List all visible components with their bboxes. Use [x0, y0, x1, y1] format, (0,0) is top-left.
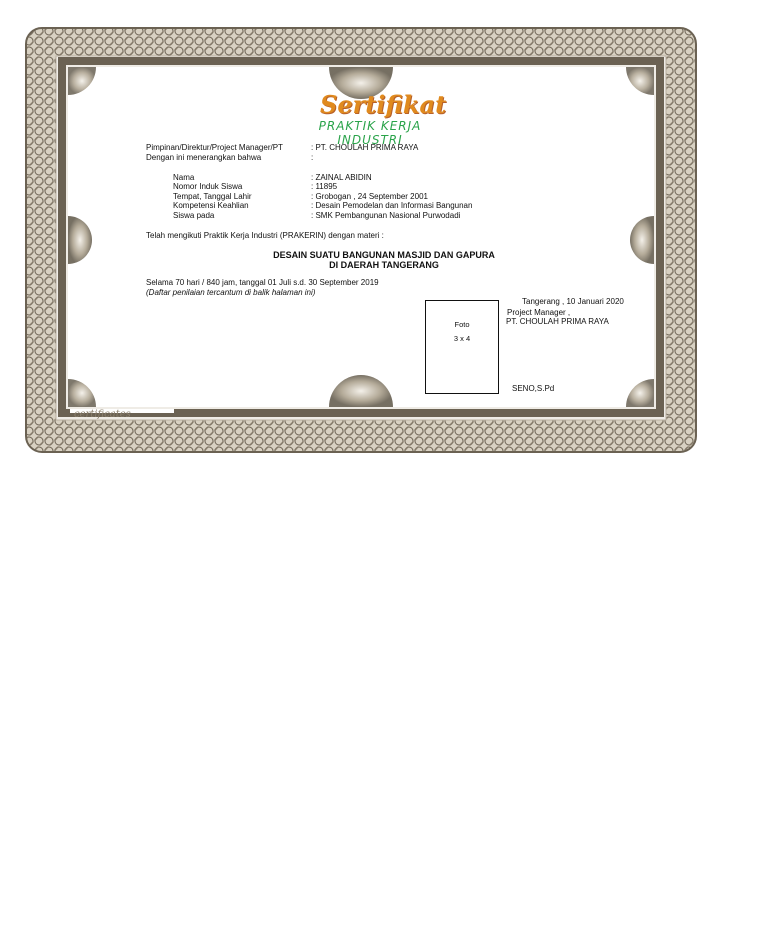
note-text: (Daftar penilaian tercantum di balik halaman ini) — [146, 288, 316, 297]
duration-text: Selama 70 hari / 840 jam, tanggal 01 Juli s.d. 30 September 2019 — [146, 278, 379, 287]
company-value: : PT. CHOULAH PRIMA RAYA — [311, 143, 419, 152]
certificate-subtitle: PRAKTIK KERJA INDUSTRI — [318, 119, 422, 147]
field-label: Kompetensi Keahlian — [173, 201, 249, 210]
field-label: Siswa pada — [173, 211, 215, 220]
certificate-title: Sertifikat — [320, 90, 447, 119]
field-label: Tempat, Tanggal Lahir — [173, 192, 252, 201]
materi-title — [224, 250, 544, 270]
statement-label: Dengan ini menerangkan bahwa — [146, 153, 262, 162]
followed-text: Telah mengikuti Praktik Kerja Industri (PRAKERIN) dengan materi : — [146, 231, 384, 240]
field-label: Nomor Induk Siswa — [173, 182, 243, 191]
field-value: : Desain Pemodelan dan Informasi Bangunan — [311, 201, 473, 210]
photo-size: 3 x 4 — [453, 334, 471, 343]
materi-line-2: DI DAERAH TANGERANG — [329, 260, 439, 270]
photo-label: Foto — [454, 320, 470, 329]
signer-title: Project Manager , — [507, 308, 571, 317]
signer-company: PT. CHOULAH PRIMA RAYA — [506, 317, 609, 326]
place-date: Tangerang , 10 Januari 2020 — [522, 297, 624, 306]
field-label: Nama — [173, 173, 195, 182]
field-value: : ZAINAL ABIDIN — [311, 173, 372, 182]
materi-line-1: DESAIN SUATU BANGUNAN MASJID DAN GAPURA — [273, 250, 495, 260]
watermark-text: certificates — [74, 409, 131, 420]
certificate — [24, 26, 698, 454]
field-value: : Grobogan , 24 September 2001 — [311, 192, 428, 201]
field-value: : SMK Pembangunan Nasional Purwodadi — [311, 211, 461, 220]
company-label: Pimpinan/Direktur/Project Manager/PT — [146, 143, 283, 152]
photo-placeholder — [425, 300, 499, 394]
signer-name: SENO,S.Pd — [512, 384, 555, 393]
statement-colon: : — [311, 153, 314, 162]
field-value: : 11895 — [311, 182, 338, 191]
